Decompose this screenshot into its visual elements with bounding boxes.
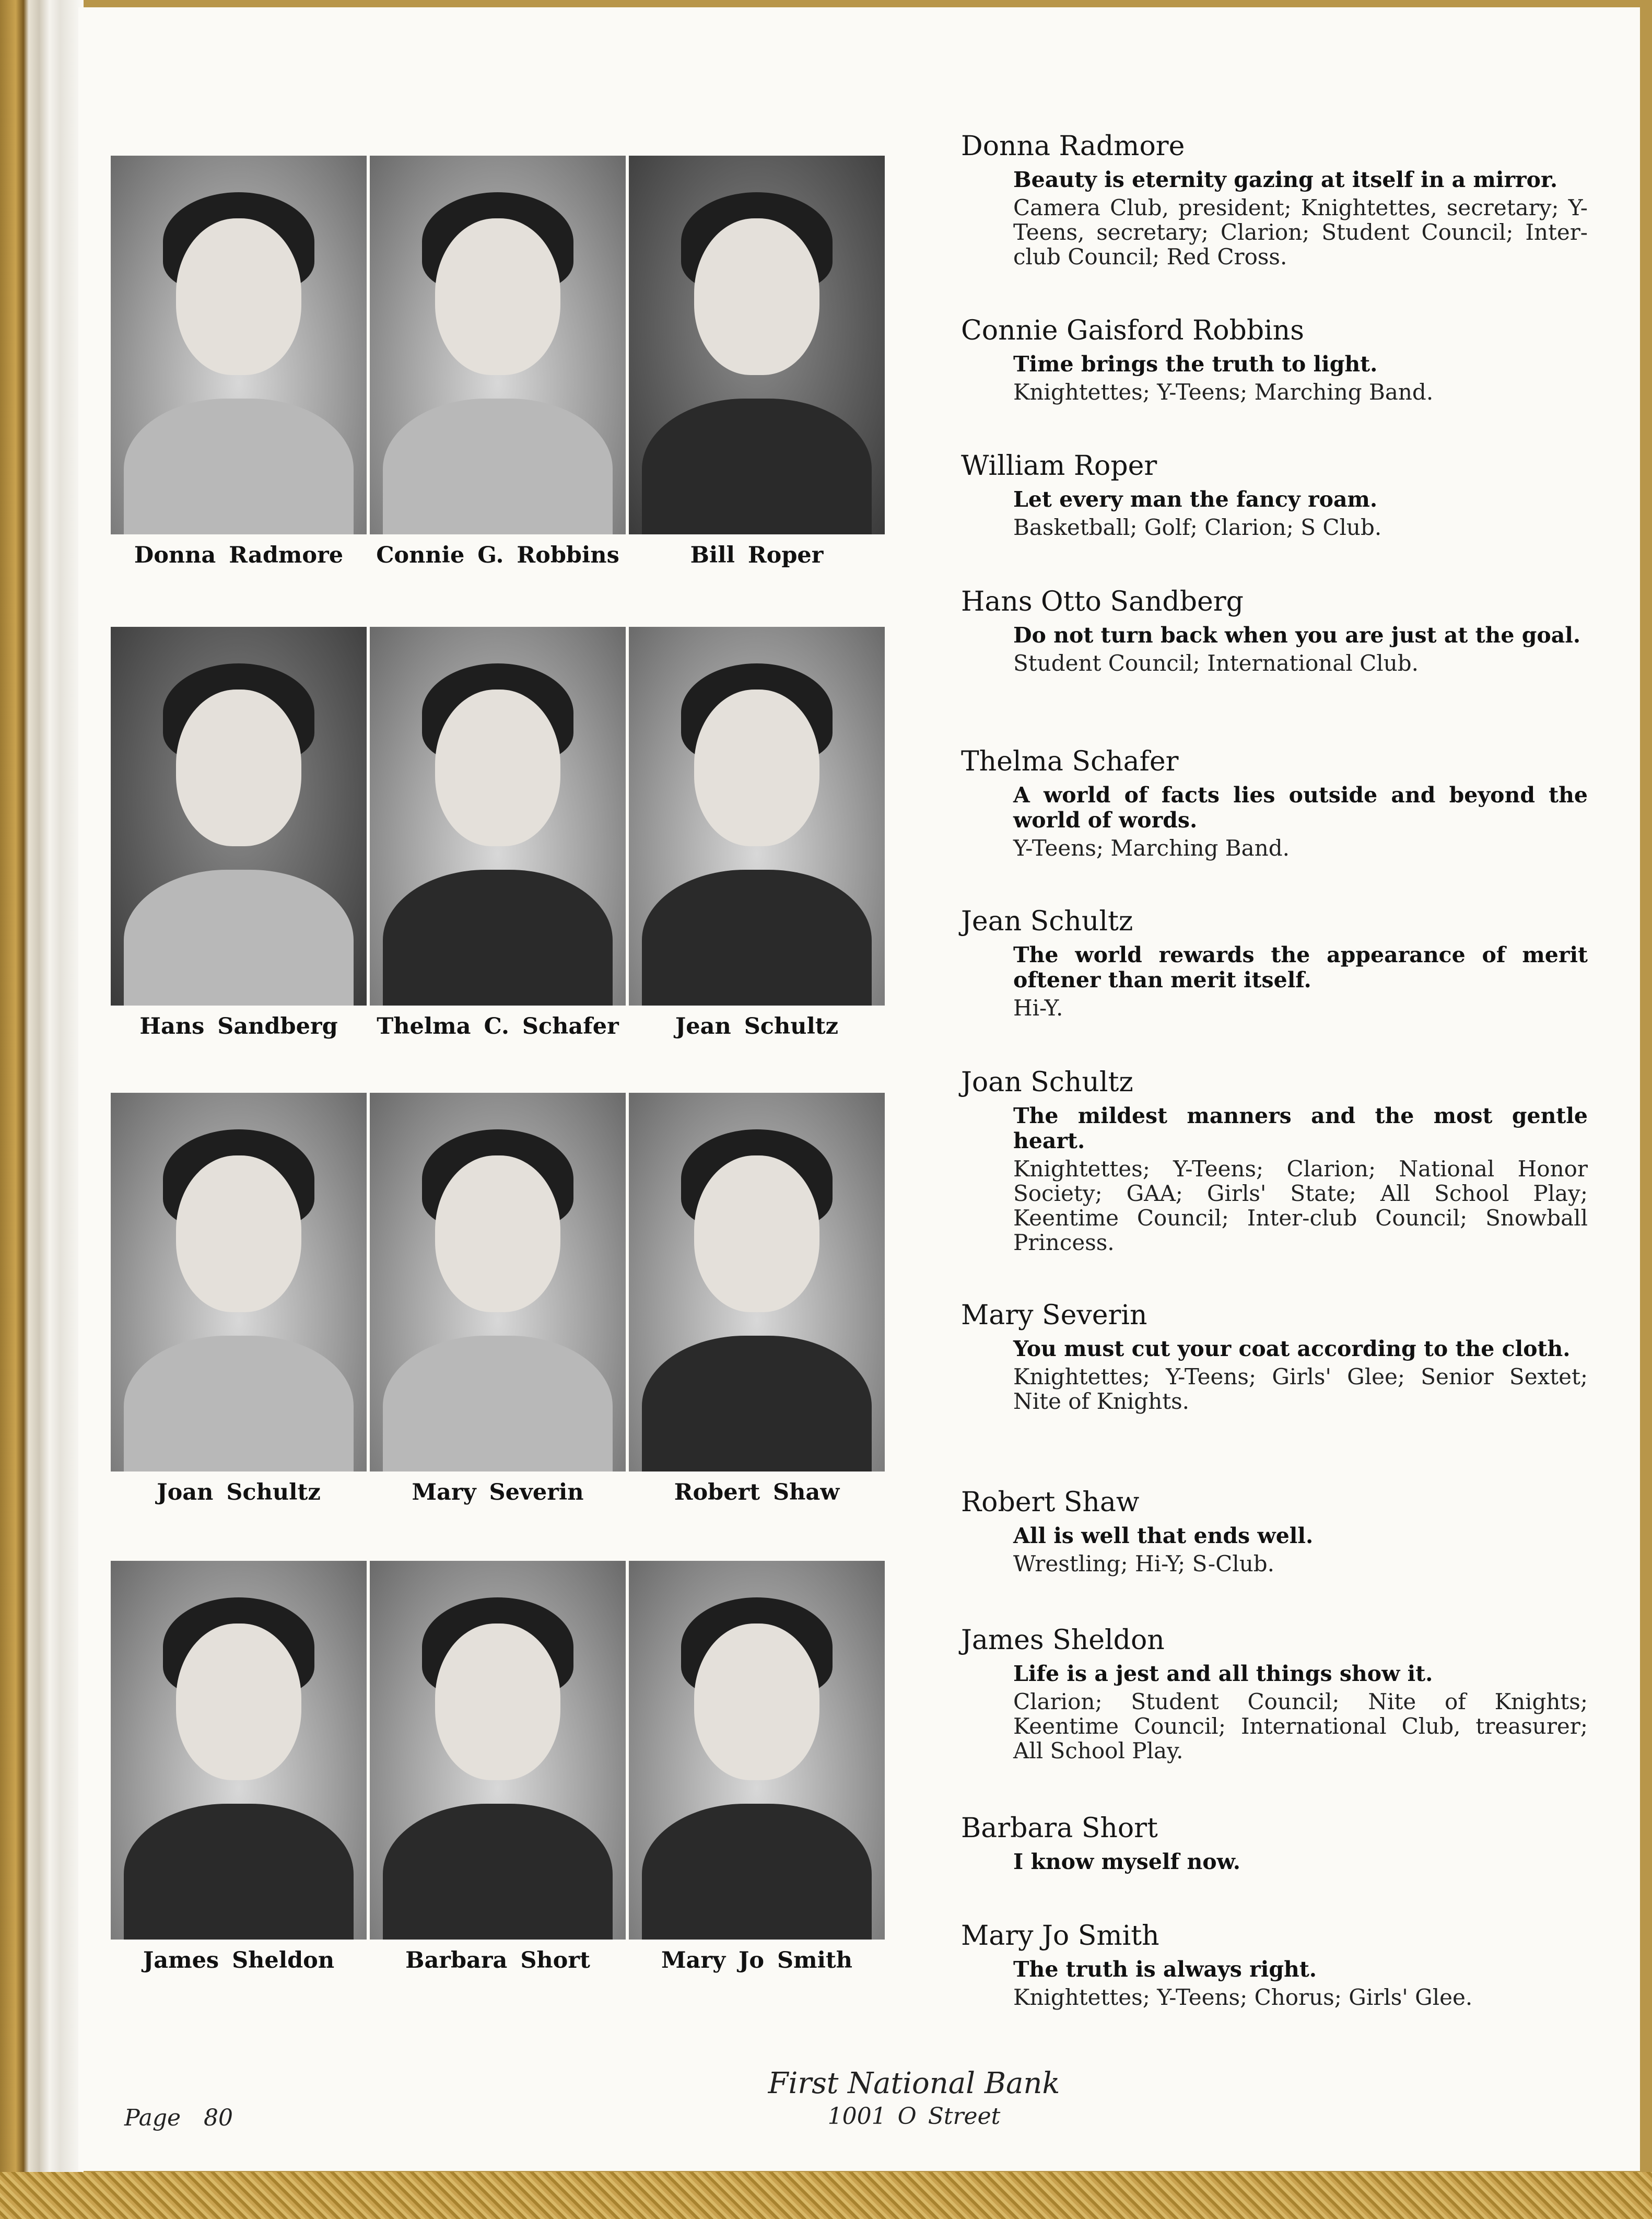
entry-activities: Camera Club, president; Knightettes, secretary; Y-Teens, secretary; Clarion; Student Council; Inter-club Council; Red Cross. (1013, 195, 1588, 270)
portrait-caption: Barbara Short (405, 1947, 590, 1973)
portrait-caption: Bill Roper (690, 542, 824, 568)
portrait-caption: Robert Shaw (674, 1479, 840, 1505)
entry-activities: Basketball; Golf; Clarion; S Club. (1013, 515, 1382, 540)
portrait-photo (111, 1561, 367, 1940)
senior-entry (961, 315, 1652, 404)
senior-entry (961, 1067, 1652, 1255)
yearbook-page (78, 7, 1640, 2171)
senior-entry (961, 131, 1652, 269)
portrait-caption: Connie G. Robbins (376, 542, 619, 568)
entry-motto: All is well that ends well. (1013, 1523, 1314, 1548)
entry-activities: Clarion; Student Council; Nite of Knights; Keentime Council; International Club, treasurer; All School Play. (1013, 1689, 1588, 1763)
book-binding (0, 0, 84, 2219)
entry-name: Thelma Schafer (961, 746, 1179, 777)
entry-motto: A world of facts lies outside and beyond the world of words. (1013, 783, 1588, 833)
entry-name: Robert Shaw (961, 1487, 1140, 1518)
entry-name: Mary Jo Smith (961, 1920, 1159, 1952)
entry-motto: The world rewards the appearance of merit oftener than merit itself. (1013, 942, 1588, 992)
entry-activities: Knightettes; Y-Teens; Marching Band. (1013, 379, 1434, 405)
entry-name: William Roper (961, 450, 1157, 482)
portrait-photo (370, 627, 626, 1006)
senior-entry (961, 586, 1652, 675)
portrait-caption: Mary Jo Smith (661, 1947, 853, 1973)
page-number: Page 80 (124, 2105, 233, 2131)
portrait-row (111, 156, 920, 678)
entry-name: Mary Severin (961, 1300, 1147, 1331)
portrait-photo (629, 1561, 885, 1940)
senior-entry (961, 1920, 1652, 2010)
entry-motto: The mildest manners and the most gentle heart. (1013, 1103, 1588, 1153)
entry-name: Barbara Short (961, 1813, 1158, 1844)
entry-activities: Knightettes; Y-Teens; Girls' Glee; Senior Sextet; Nite of Knights. (1013, 1364, 1588, 1414)
portrait-caption: Hans Sandberg (139, 1013, 338, 1040)
entry-motto: Do not turn back when you are just at the goal. (1013, 623, 1581, 648)
entry-motto: Life is a jest and all things show it. (1013, 1661, 1433, 1686)
senior-entry (961, 1625, 1652, 1763)
entry-motto: Time brings the truth to light. (1013, 352, 1378, 377)
portrait-photo (111, 627, 367, 1006)
portrait-caption: Thelma C. Schafer (377, 1013, 619, 1040)
senior-entry (961, 746, 1652, 860)
sponsor-ad (679, 2065, 1149, 2131)
portrait-photo (370, 156, 626, 534)
senior-entry (961, 1813, 1652, 1877)
entry-motto: I know myself now. (1013, 1849, 1241, 1874)
senior-entry (961, 450, 1652, 540)
portrait-row (111, 627, 920, 1149)
entry-motto: Beauty is eternity gazing at itself in a mirror. (1013, 167, 1558, 192)
portrait-photo (629, 627, 885, 1006)
senior-entry (961, 906, 1652, 1020)
entry-activities: Student Council; International Club. (1013, 650, 1419, 676)
entry-motto: You must cut your coat according to the cloth. (1013, 1336, 1571, 1361)
portrait-caption: Donna Radmore (134, 542, 344, 568)
portrait-caption: Joan Schultz (157, 1479, 321, 1505)
entry-activities: Hi-Y. (1013, 995, 1063, 1021)
entry-name: Joan Schultz (961, 1067, 1133, 1098)
entry-name: Hans Otto Sandberg (961, 586, 1244, 617)
entry-activities: Knightettes; Y-Teens; Chorus; Girls' Glee. (1013, 1984, 1473, 2010)
entry-activities: Knightettes; Y-Teens; Clarion; National Honor Society; GAA; Girls' State; All School Play; Keentime Council; Inter-club Council; Snowball Princess. (1013, 1156, 1588, 1255)
portrait-caption: Jean Schultz (675, 1013, 839, 1040)
sponsor-name: First National Bank (768, 2066, 1060, 2100)
entry-name: James Sheldon (961, 1625, 1165, 1656)
portrait-caption: James Sheldon (143, 1947, 335, 1973)
entry-motto: The truth is always right. (1013, 1957, 1317, 1982)
portrait-grid (111, 156, 920, 1994)
portrait-photo (111, 1093, 367, 1471)
entry-name: Donna Radmore (961, 131, 1185, 162)
portrait-photo (629, 156, 885, 534)
sponsor-address: 1001 O Street (827, 2103, 1001, 2130)
entry-motto: Let every man the fancy roam. (1013, 487, 1378, 512)
senior-entry (961, 1487, 1652, 1576)
portrait-photo (370, 1561, 626, 1940)
portrait-row (111, 1093, 920, 1615)
portrait-photo (629, 1093, 885, 1471)
entry-activities: Wrestling; Hi-Y; S-Club. (1013, 1551, 1274, 1576)
entry-name: Connie Gaisford Robbins (961, 315, 1304, 346)
portrait-caption: Mary Severin (412, 1479, 584, 1505)
portrait-photo (111, 156, 367, 534)
portrait-photo (370, 1093, 626, 1471)
book-cover-edge (0, 2172, 1652, 2219)
entry-activities: Y-Teens; Marching Band. (1013, 835, 1290, 861)
portrait-row (111, 1561, 920, 2083)
entry-name: Jean Schultz (961, 906, 1133, 937)
senior-entry (961, 1300, 1652, 1414)
